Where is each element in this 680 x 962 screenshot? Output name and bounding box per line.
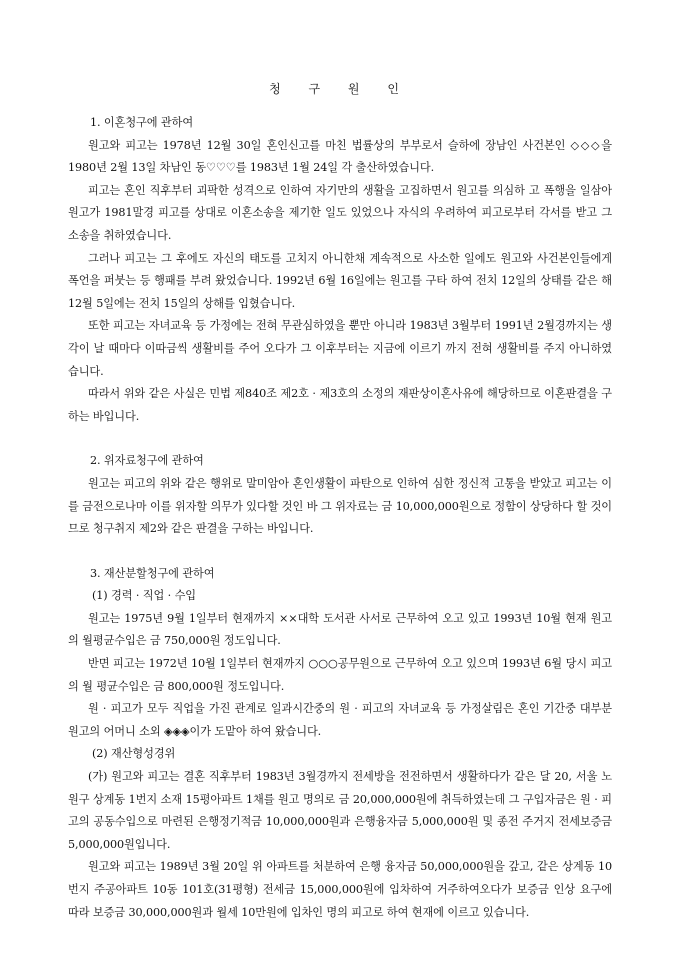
paragraph: 피고는 혼인 직후부터 괴팍한 성격으로 인하여 자기만의 생활을 고집하면서 원고를 의심하 고 폭행을 일삼아 원고가 1981말경 피고를 상대로 이혼소송을 제기한 일도 있었으나 자식의 우려하여 피고로부터 각서를 받고 그 소송을 취하였습니다.	[68, 183, 612, 242]
paragraph: 원고와 피고는 1989년 3월 20일 위 아파트를 처분하여 은행 융자금 50,000,000원을 갚고, 같은 상계동 10번지 주공아파트 10동 101호(31평형) 전세금 15,000,000원에 입차하여 거주하여오다가 보증금 인상 요구에 따라 보증금 30,000,000원과 월세 10만원에 입차인 명의 피고로 하여 현재에 이르고 있습니다.	[68, 860, 612, 919]
paragraph: 그러나 피고는 그 후에도 자신의 태도를 고치지 아니한채 계속적으로 사소한 일에도 원고와 사건본인들에게 폭언을 퍼붓는 등 행패를 부려 왔었습니다. 1992년 6월 16일에는 원고를 구타 하여 전치 12일의 상태를 같은 해 12월 5일에는 전치 15일의 상해를 입혔습니다.	[68, 251, 612, 310]
paragraph: 또한 피고는 자녀교육 등 가정에는 전혀 무관심하였을 뿐만 아니라 1983년 3월부터 1991년 2월경까지는 생각이 날 때마다 이따금씩 생활비를 주어 오다가 그 이후부터는 지금에 이르기 까지 전혀 생활비를 주지 아니하였습니다.	[68, 319, 612, 378]
section-spacer	[68, 428, 612, 450]
subsection-heading: (1) 경력 · 직업 · 수입	[92, 589, 196, 603]
section-heading: 1. 이혼청구에 관하여	[90, 116, 194, 129]
subsection-heading: (2) 재산형성경위	[92, 747, 176, 761]
section-spacer	[68, 541, 612, 563]
section-heading: 3. 재산분할청구에 관하여	[90, 566, 215, 580]
paragraph: (가) 원고와 피고는 결혼 직후부터 1983년 3월경까지 전세방을 전전하면서 생활하다가 같은 달 20, 서울 노원구 상계동 1번지 소재 15평아파트 1채를 원고 명의로 금 20,000,000원에 취득하였는데 그 구입자금은 원 · 피고의 공동수입으로 마련된 은행정기적금 10,000,000원과 은행융자금 5,000,000원 및 종전 주거지 전세보증금 5,000,000원입니다.	[68, 770, 612, 851]
paragraph: 반면 피고는 1972년 10월 1일부터 현재까지 ○○○공무원으로 근무하여 오고 있으며 1993년 6월 당시 피고의 월 평균수입은 금 800,000원 정도입니다.	[68, 657, 612, 693]
paragraph: 따라서 위와 같은 사실은 민법 제840조 제2호 · 제3호의 소정의 재판상이혼사유에 해당하므로 이혼판결을 구하는 바입니다.	[68, 387, 612, 423]
paragraph: 원고는 1975년 9월 1일부터 현재까지 ××대학 도서관 사서로 근무하여 오고 있고 1993년 10월 현재 원고의 월평균수입은 금 750,000원 정도입니다.	[68, 611, 612, 648]
document-title: 청 구 원 인	[269, 82, 411, 96]
paragraph: 원 · 피고가 모두 직업을 가진 관계로 일과시간중의 원 · 피고의 자녀교육 등 가정살림은 혼인 기간중 대부분 원고의 어머니 소외 ◈◈◈이가 도맡아 하여 왔습니다.	[68, 702, 612, 738]
paragraph: 원고는 피고의 위와 같은 행위로 말미암아 혼인생활이 파탄으로 인하여 심한 정신적 고통을 받았고 피고는 이를 금전으로나마 이를 위자할 의무가 있다할 것인 바 그 위자료는 금 10,000,000원으로 정함이 상당하다 할 것이므로 청구취지 제2와 같은 판결을 구하는 바입니다.	[68, 476, 612, 536]
section-property-division	[68, 563, 612, 925]
section-divorce	[68, 112, 612, 428]
section-consolation	[68, 450, 612, 540]
document-page	[68, 78, 612, 924]
paragraph: 원고와 피고는 1978년 12월 30일 혼인신고를 마친 법률상의 부부로서 슬하에 장남인 사건본인 ◇◇◇을 1980년 2월 13일 차남인 동♡♡♡를 1983년 1월 24일 각 출산하였습니다.	[68, 138, 612, 175]
section-heading: 2. 위자료청구에 관하여	[90, 454, 204, 468]
